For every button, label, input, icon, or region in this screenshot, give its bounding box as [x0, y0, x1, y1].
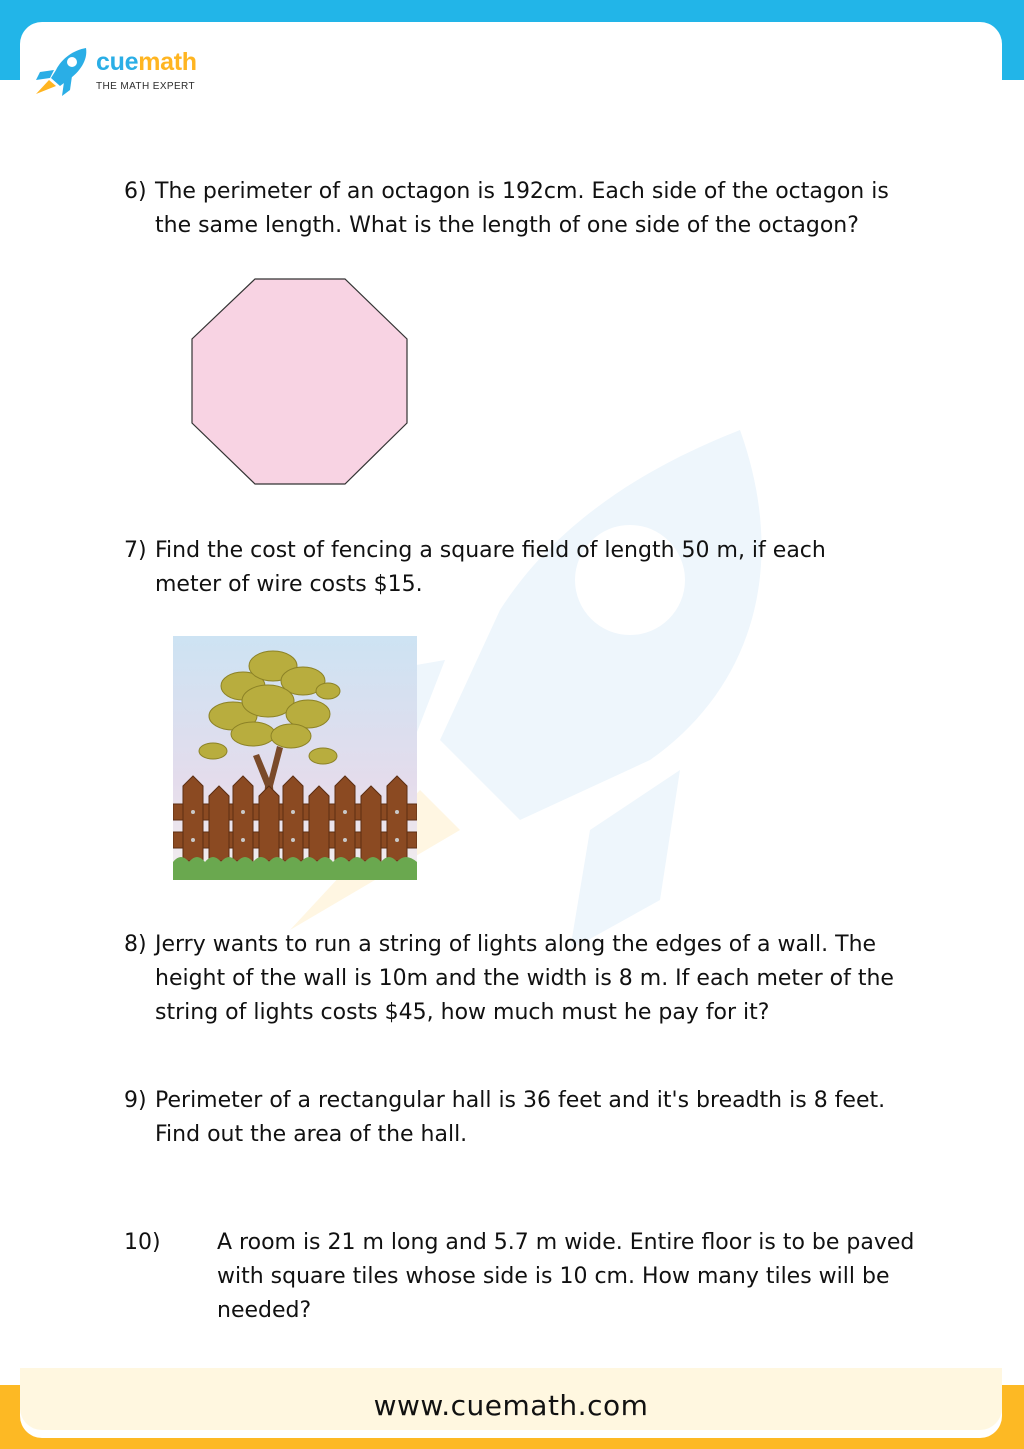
- octagon-figure: [189, 277, 411, 487]
- question-text: [155, 928, 894, 1030]
- question-text: [155, 534, 826, 602]
- question-line: string of lights costs $45, how much must he pay for it?: [155, 1000, 770, 1025]
- question-line: with square tiles whose side is 10 cm. How many tiles will be: [217, 1264, 890, 1289]
- question-number: 9): [124, 1088, 147, 1113]
- question-10: [124, 1226, 924, 1330]
- question-8: [124, 928, 924, 1032]
- question-line: the same length. What is the length of one side of the octagon?: [155, 213, 859, 238]
- brand-tagline: THE MATH EXPERT: [96, 81, 195, 92]
- question-line: height of the wall is 10m and the width is 8 m. If each meter of the: [155, 966, 894, 991]
- question-number: 6): [124, 179, 147, 204]
- brand-name: cuemath: [96, 48, 197, 76]
- question-6: [124, 175, 924, 245]
- question-number: 8): [124, 932, 147, 957]
- question-line: Perimeter of a rectangular hall is 36 feet and it's breadth is 8 feet.: [155, 1088, 886, 1113]
- cuemath-logo: [34, 44, 234, 100]
- question-line: A room is 21 m long and 5.7 m wide. Entire floor is to be paved: [217, 1230, 915, 1255]
- question-line: The perimeter of an octagon is 192cm. Each side of the octagon is: [155, 179, 889, 204]
- question-line: Find out the area of the hall.: [155, 1122, 468, 1147]
- question-number: 10): [124, 1230, 161, 1255]
- question-text: [155, 1084, 885, 1152]
- question-number: 7): [124, 538, 147, 563]
- question-text: [155, 175, 889, 243]
- question-line: needed?: [217, 1298, 312, 1323]
- rocket-logo-icon: [34, 44, 92, 98]
- octagon-shape: [192, 279, 407, 484]
- question-line: Jerry wants to run a string of lights along the edges of a wall. The: [155, 932, 877, 957]
- fence-tree-illustration: [173, 636, 417, 880]
- footer-website-link[interactable]: www.cuemath.com: [373, 1389, 649, 1422]
- question-line: Find the cost of fencing a square field of length 50 m, if each: [155, 538, 826, 563]
- question-9: [124, 1084, 924, 1154]
- question-7: [124, 534, 924, 604]
- question-line: meter of wire costs $15.: [155, 572, 423, 597]
- question-text: [217, 1226, 914, 1328]
